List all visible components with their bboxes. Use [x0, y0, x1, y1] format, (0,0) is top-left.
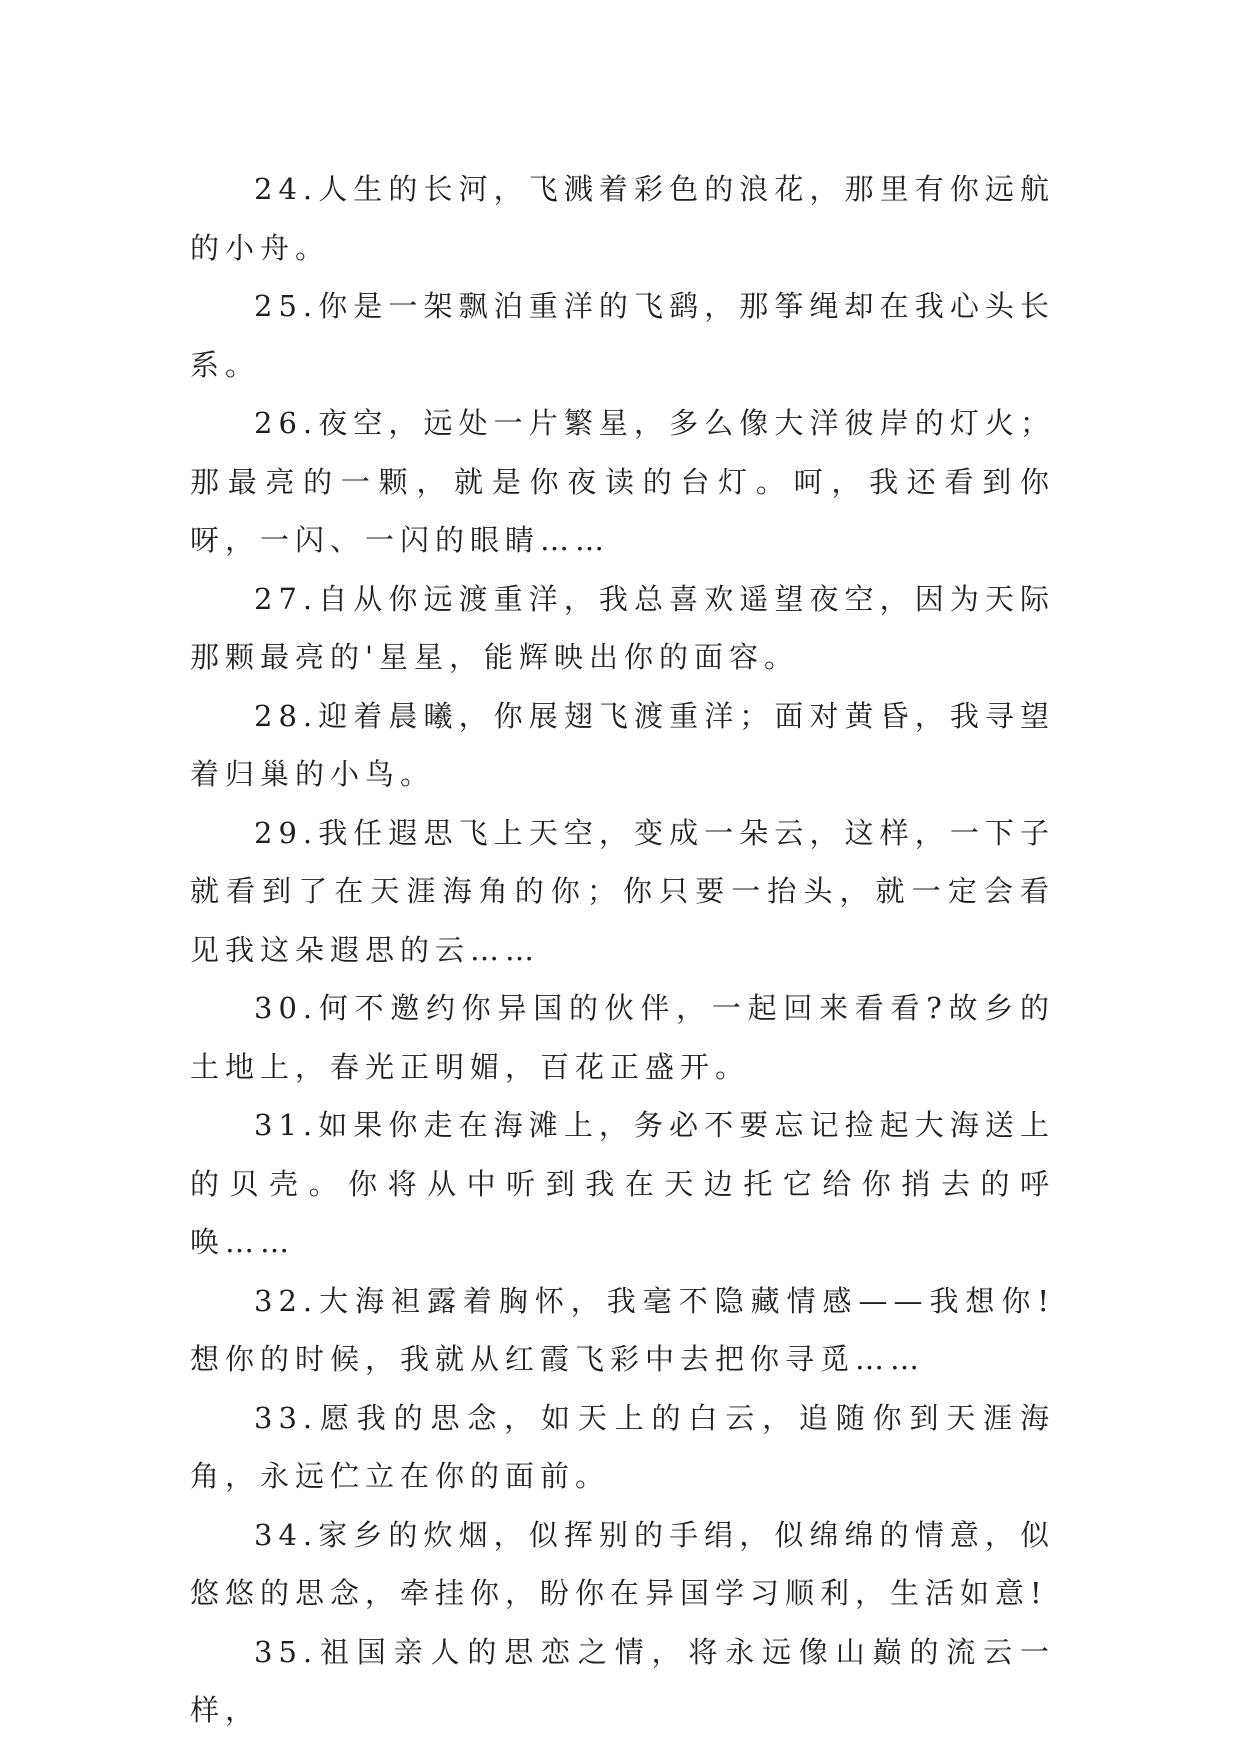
document-body: [190, 160, 1055, 1740]
paragraph-24: 24.人生的长河，飞溅着彩色的浪花，那里有你远航的小舟。: [190, 172, 1055, 265]
paragraph-34: 34.家乡的炊烟，似挥别的手绢，似绵绵的情意，似悠悠的思念，牵挂你，盼你在异国学习顺利，生活如意!: [190, 1517, 1055, 1610]
paragraph-25: 25.你是一架飘泊重洋的飞鹞，那筝绳却在我心头长系。: [190, 289, 1055, 382]
paragraph-26: 26.夜空，远处一片繁星，多么像大洋彼岸的灯火；那最亮的一颗，就是你夜读的台灯。呵，我还看到你呀，一闪、一闪的眼睛……: [190, 406, 1055, 557]
paragraph-33: 33.愿我的思念，如天上的白云，追随你到天涯海角，永远伫立在你的面前。: [190, 1400, 1055, 1493]
paragraph-29: 29.我任遐思飞上天空，变成一朵云，这样，一下子就看到了在天涯海角的你；你只要一抬头，就一定会看见我这朵遐思的云……: [190, 815, 1055, 967]
paragraph-31: 31.如果你走在海滩上，务必不要忘记捡起大海送上的贝壳。你将从中听到我在天边托它给你捎去的呼唤……: [190, 1108, 1055, 1259]
paragraph-32: 32.大海袒露着胸怀，我毫不隐藏情感——我想你!想你的时候，我就从红霞飞彩中去把你寻觅……: [190, 1283, 1055, 1376]
paragraph-27: 27.自从你远渡重洋，我总喜欢遥望夜空，因为天际那颗最亮的'星星，能辉映出你的面容。: [190, 581, 1055, 674]
paragraph-35: 35.祖国亲人的思恋之情，将永远像山巅的流云一样，: [190, 1634, 1055, 1727]
paragraph-30: 30.何不邀约你异国的伙伴，一起回来看看?故乡的土地上，春光正明媚，百花正盛开。: [190, 991, 1055, 1084]
paragraph-28: 28.迎着晨曦，你展翅飞渡重洋；面对黄昏，我寻望着归巢的小鸟。: [190, 698, 1055, 791]
